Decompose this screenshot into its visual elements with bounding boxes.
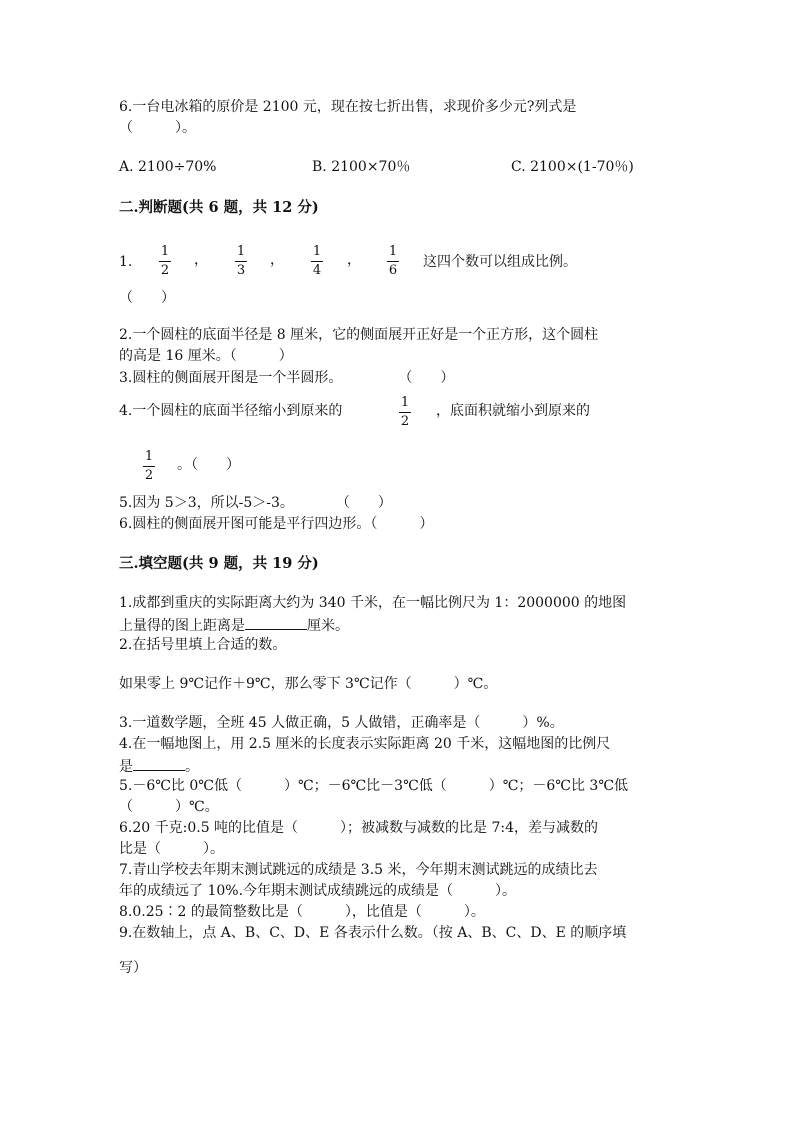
q6-line2: （ ）。 xyxy=(119,120,196,136)
s2-q2-line2: 的高是 16 厘米。（ ） xyxy=(119,348,293,364)
q6-line1: 6.一台电冰箱的原价是 2100 元，现在按七折出售，求现价多少元?列式是 xyxy=(119,99,577,115)
s3-q4-line1: 4.在一幅地图上，用 2.5 厘米的长度表示实际距离 20 千米，这幅地图的比例尺 xyxy=(119,736,611,752)
s2-q1-paren: （ ） xyxy=(119,290,175,306)
s2-q4-post: ，底面积就缩小到原来的 xyxy=(436,403,590,419)
s3-q1-blank xyxy=(245,615,307,630)
s2-q4-tail: 。（ ） xyxy=(177,457,240,473)
s3-q4-line2 xyxy=(119,756,199,776)
s2-q1-fraction-4: 1 6 xyxy=(388,244,398,278)
s3-q2: 2.在括号里填上合适的数。 xyxy=(119,637,287,653)
s2-q4-fraction-2: 1 2 xyxy=(144,449,154,483)
s2-q1-fraction-1: 1 2 xyxy=(160,244,170,278)
s2-q6: 6.圆柱的侧面展开图可能是平行四边形。（ ） xyxy=(119,516,434,532)
s2-q3: 3.圆柱的侧面展开图是一个半圆形。 （ ） xyxy=(119,370,455,386)
s3-q5-line2: （ ）℃。 xyxy=(119,799,219,815)
s3-q5-line1: 5.－6℃比 0℃低（ ）℃；－6℃比－3℃低（ ）℃；－6℃比 3℃低 xyxy=(119,778,628,794)
s2-q1-sep-1: ， xyxy=(194,252,208,268)
s3-q1-pre: 上量得的图上距离是 xyxy=(119,618,245,634)
s3-q8: 8.0.25∶2 的最简整数比是（ ），比值是（ ）。 xyxy=(119,904,485,920)
s3-q2-sub: 如果零上 9℃记作＋9℃，那么零下 3℃记作（ ）℃。 xyxy=(119,676,498,692)
q6-option-b: B. 2100×70％ xyxy=(312,159,411,175)
q6-option-c: C. 2100×(1-70％) xyxy=(511,159,634,175)
s3-q9-line2: 写） xyxy=(119,960,147,976)
s3-q6-line1: 6.20 千克:0.5 吨的比值是（ ）；被减数与减数的比是 7:4，差与减数的 xyxy=(119,820,599,836)
section3-title: 三.填空题(共 9 题，共 19 分) xyxy=(119,555,319,572)
s2-q1-number: 1. xyxy=(119,254,133,270)
s3-q1-line1: 1.成都到重庆的实际距离大约为 340 千米，在一幅比例尺为 1：2000000 的地图 xyxy=(119,595,627,611)
s2-q1-fraction-2: 1 3 xyxy=(236,244,246,278)
s3-q4-post: 。 xyxy=(185,759,199,775)
s3-q6-line2: 比是（ ）。 xyxy=(119,841,224,857)
s2-q2-line1: 2.一个圆柱的底面半径是 8 厘米，它的侧面展开正好是一个正方形，这个圆柱 xyxy=(119,327,599,343)
s2-q1-fraction-3: 1 4 xyxy=(312,244,322,278)
s3-q7-line1: 7.青山学校去年期末测试跳远的成绩是 3.5 米，今年期末测试跳远的成绩比去 xyxy=(119,862,598,878)
s3-q4-pre: 是 xyxy=(119,759,133,775)
s3-q3: 3.一道数学题，全班 45 人做正确，5 人做错，正确率是（ ）%。 xyxy=(119,715,564,731)
s3-q1-line2 xyxy=(119,615,349,635)
s2-q4-fraction: 1 2 xyxy=(400,395,410,429)
s3-q7-line2: 年的成绩远了 10%.今年期末测试成绩跳远的成绩是（ ）。 xyxy=(119,883,517,899)
s2-q4-pre: 4.一个圆柱的底面半径缩小到原来的 xyxy=(119,403,343,419)
s2-q5: 5.因为 5＞3，所以-5＞-3。 （ ） xyxy=(119,495,392,511)
s3-q4-blank xyxy=(133,756,185,771)
q6-option-a: A. 2100÷70% xyxy=(119,159,217,175)
s3-q9-line1: 9.在数轴上，点 A、B、C、D、E 各表示什么数。（按 A、B、C、D、E 的顺序填 xyxy=(119,925,627,941)
s3-q1-post: 厘米。 xyxy=(307,618,349,634)
s2-q1-sep-2: ， xyxy=(270,252,284,268)
s2-q1-tail: 这四个数可以组成比例。 xyxy=(423,254,577,270)
s2-q1-sep-3: ， xyxy=(347,252,361,268)
section2-title: 二.判断题(共 6 题，共 12 分) xyxy=(119,199,319,216)
